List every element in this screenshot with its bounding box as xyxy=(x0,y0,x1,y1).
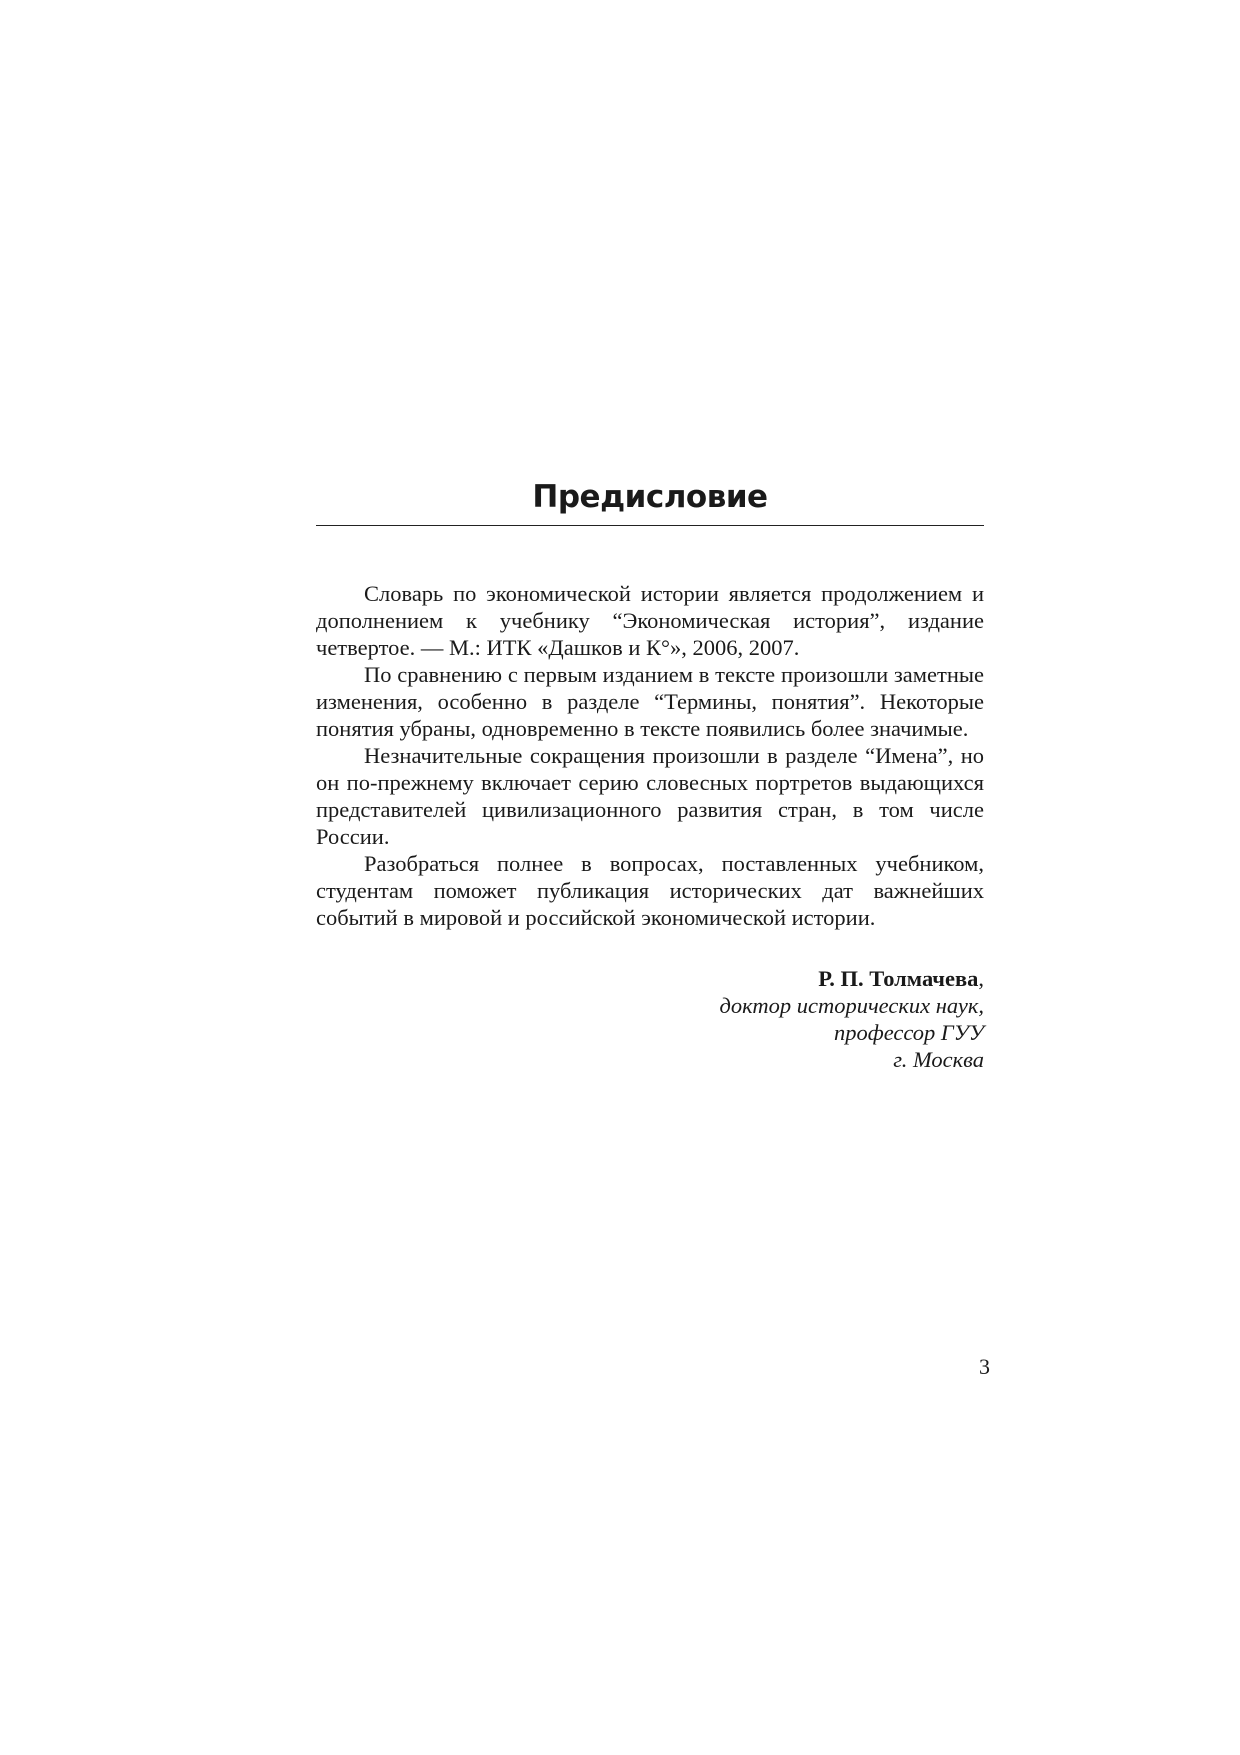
author-degree: доктор исторических наук, xyxy=(719,993,984,1018)
author-position: профессор ГУУ xyxy=(833,1020,984,1045)
paragraph-1: Словарь по экономической истории является продолжением и дополнением к учебнику “Экономическая история”, издание четвертое. — М.: ИТК «Дашков и К°», 2006, 2007. xyxy=(316,581,984,660)
title-rule xyxy=(316,525,984,526)
paragraph-4: Разобраться полнее в вопросах, поставленных учебником, студентам поможет публикация исторических дат важнейших событий в мировой и российской экономической истории. xyxy=(316,851,984,930)
page-title: Предисловие xyxy=(532,479,768,515)
page-number: 3 xyxy=(979,1354,990,1379)
paragraph-3: Незначительные сокращения произошли в разделе “Имена”, но он по-прежнему включает серию словесных портретов выдающихся представителей цивилизационного развития стран, в том числе России. xyxy=(316,743,984,849)
author-name-comma: , xyxy=(978,966,984,991)
author-name: Р. П. Толмачева xyxy=(818,966,979,991)
paragraph-2: По сравнению с первым изданием в тексте произошли заметные изменения, особенно в разделе “Термины, понятия”. Некоторые понятия убраны, одновременно в тексте появились более значимые. xyxy=(316,662,984,741)
preface-body xyxy=(316,580,984,931)
author-city: г. Москва xyxy=(893,1047,984,1072)
author-signature xyxy=(316,965,984,1073)
page-content xyxy=(316,470,984,1073)
